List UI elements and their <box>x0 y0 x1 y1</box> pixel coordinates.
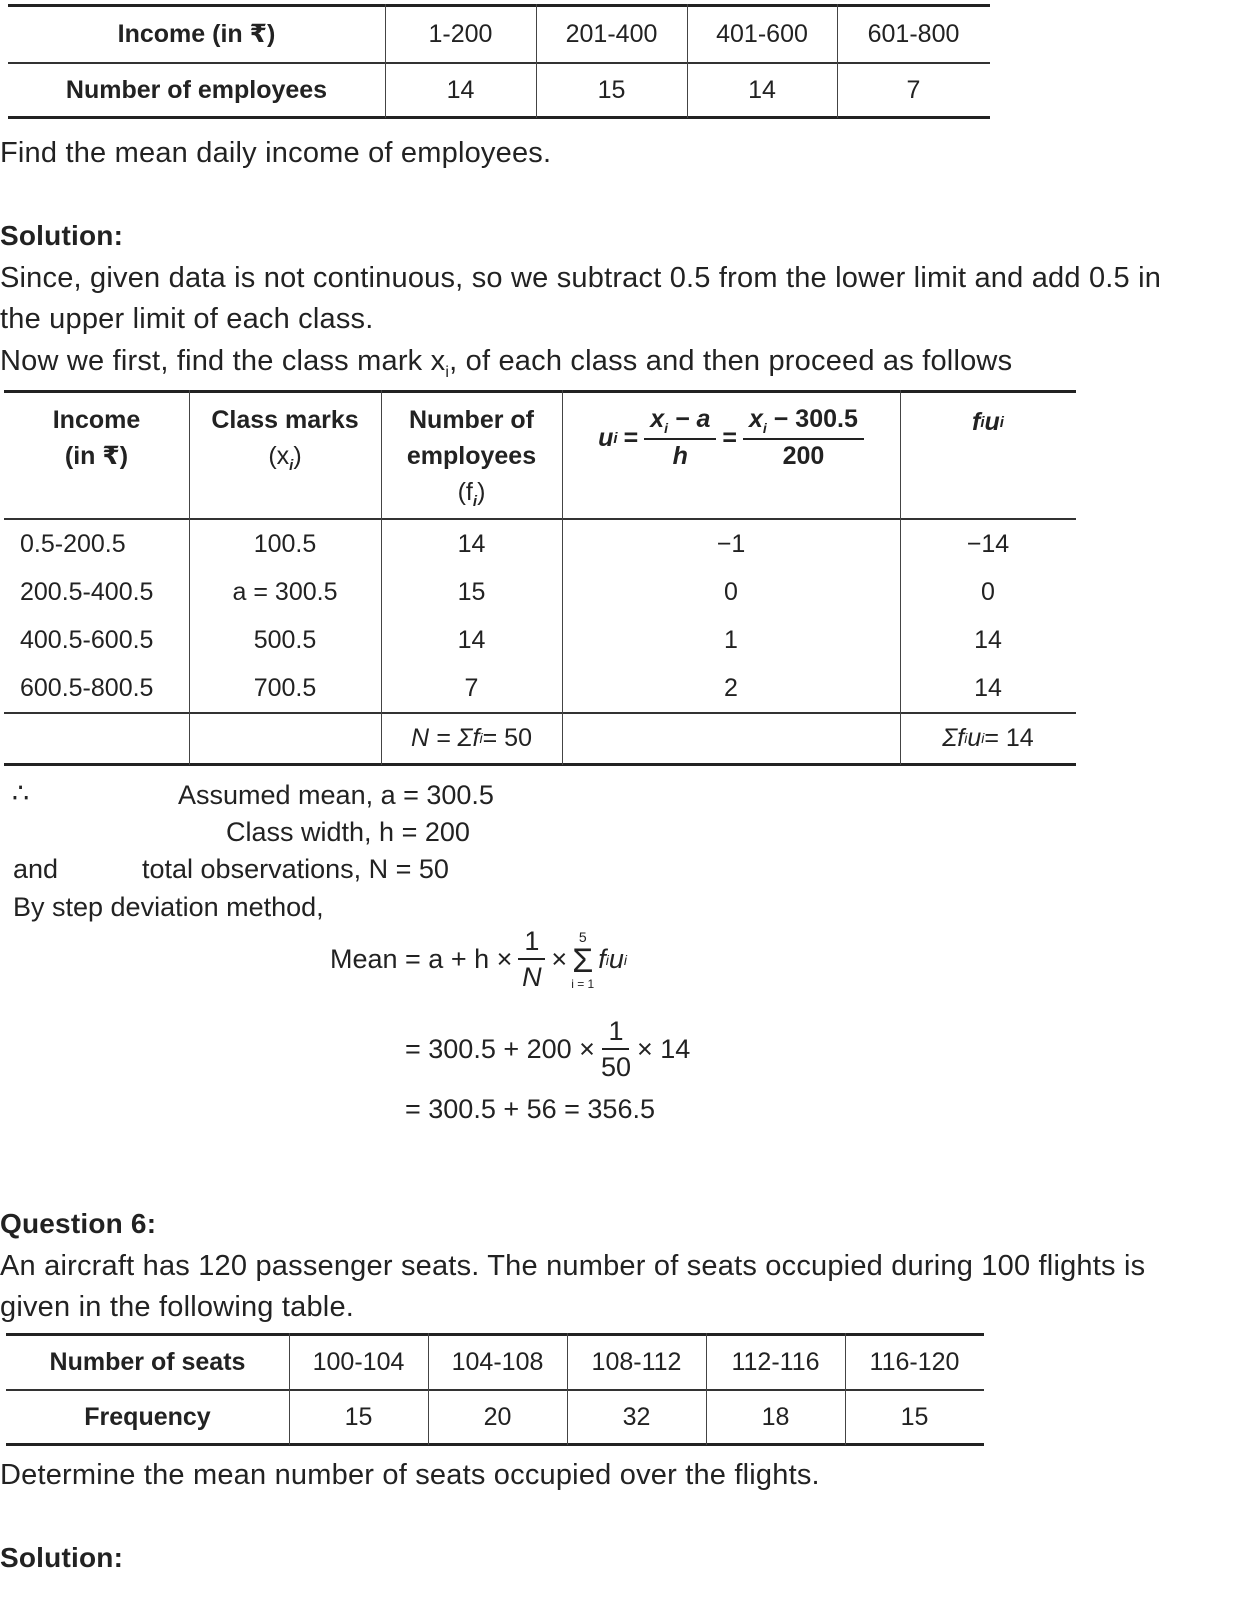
table-header-cell: 116-120 <box>869 1348 960 1376</box>
fiui-cell: 0 <box>981 577 995 606</box>
sigma-symbol: Σ <box>572 941 594 980</box>
text-fragment: Σf <box>942 723 965 752</box>
text-fragment: u <box>967 723 982 752</box>
text-fragment: × 14 <box>636 1034 691 1064</box>
fraction <box>518 928 545 991</box>
frequency-cell: 15 <box>457 577 486 606</box>
header-line <box>458 474 486 520</box>
subscript: i <box>289 457 294 474</box>
step-deviation-label: By step deviation method, <box>13 892 324 922</box>
seats-table <box>6 1333 984 1445</box>
header-line: Number of <box>409 406 534 434</box>
numerator: 1 <box>518 928 545 960</box>
table-cell: 15 <box>344 1402 373 1431</box>
total-fiui-cell <box>900 715 1076 761</box>
assumed-mean: Assumed mean, a = 300.5 <box>178 780 494 810</box>
denominator: 50 <box>600 1052 631 1082</box>
numerator: 1 <box>602 1018 629 1050</box>
class-mark-cell: 100.5 <box>253 529 317 558</box>
and-word: and <box>13 854 59 884</box>
question-text: Determine the mean number of seats occupied over the flights. <box>0 1459 820 1491</box>
table-header-cell: 108-112 <box>591 1348 682 1376</box>
ui-cell: 1 <box>724 625 738 654</box>
denominator: h <box>672 442 688 470</box>
frequency-cell: 14 <box>457 529 486 558</box>
solution-text-line: the upper limit of each class. <box>0 303 374 335</box>
question-text-line: An aircraft has 120 passenger seats. The number of seats occupied during 100 flights is <box>0 1250 1146 1282</box>
subscript: i <box>964 730 968 746</box>
table-cell: 20 <box>483 1402 512 1431</box>
header-employees <box>381 402 562 514</box>
text-fragment: = 50 <box>482 723 532 752</box>
ui-cell: −1 <box>716 529 746 558</box>
table-header-cell: 104-108 <box>451 1348 544 1376</box>
table-header-cell: 100-104 <box>312 1348 405 1376</box>
class-mark-cell: a = 300.5 <box>232 577 338 606</box>
fiui-cell: 14 <box>974 625 1002 654</box>
subscript: i <box>445 363 450 381</box>
table-cell: 14 <box>748 75 776 104</box>
income-cell: 200.5-400.5 <box>20 577 154 606</box>
subscript: i <box>623 951 628 968</box>
subscript: i <box>999 413 1004 431</box>
frequency-cell: 14 <box>457 625 486 654</box>
text-fragment: = 14 <box>984 723 1034 752</box>
text-fragment: ) <box>293 442 302 470</box>
ui-cell: 0 <box>724 577 738 606</box>
class-mark-cell: 500.5 <box>253 625 317 654</box>
header-line: (in ₹) <box>64 442 129 470</box>
header-income <box>4 402 189 482</box>
header-class-marks <box>189 402 381 482</box>
header-fiui <box>900 402 1076 442</box>
equals: = <box>722 423 737 452</box>
subscript: i <box>605 951 609 968</box>
text-fragment: u <box>608 944 624 974</box>
text-fragment: u <box>984 407 1000 436</box>
times-symbol: × <box>551 944 568 974</box>
therefore-symbol: ∴ <box>12 778 30 808</box>
x-symbol: x <box>650 405 665 433</box>
subscript: i <box>472 493 478 510</box>
denominator: N <box>522 962 542 992</box>
subscript: i <box>980 413 985 431</box>
table-cell: 15 <box>597 75 626 104</box>
solution-text-line <box>0 340 1012 394</box>
header-line <box>268 438 301 484</box>
solution-text-line: Since, given data is not continuous, so we subtract 0.5 from the lower limit and add 0.5 in <box>0 262 1162 294</box>
class-mark-cell: 700.5 <box>253 673 317 702</box>
text-fragment: f <box>972 407 981 436</box>
fiui-cell: −14 <box>966 529 1010 558</box>
total-n-cell <box>381 715 562 761</box>
income-cell: 0.5-200.5 <box>20 529 126 558</box>
header-ui-formula <box>562 396 900 480</box>
question-text: Find the mean daily income of employees. <box>0 137 552 169</box>
table-cell: 7 <box>906 75 921 104</box>
text-fragment: (f <box>457 478 473 506</box>
text-fragment: (x <box>268 442 290 470</box>
subscript: i <box>613 429 618 447</box>
frequency-cell: 7 <box>464 673 479 702</box>
text-fragment: ) <box>477 478 486 506</box>
text-fragment: − 300.5 <box>766 405 858 433</box>
class-width: Class width, h = 200 <box>226 817 470 847</box>
question-heading: Question 6: <box>0 1208 157 1239</box>
table-row-label: Number of employees <box>65 75 328 104</box>
denominator: 200 <box>782 442 825 470</box>
table-header-cell: Income (in ₹) <box>117 20 276 48</box>
table-row-label: Frequency <box>84 1402 211 1431</box>
u-symbol: u <box>598 423 614 452</box>
income-cell: 400.5-600.5 <box>20 625 154 654</box>
table-header-cell: 201-400 <box>565 19 658 48</box>
table-header-cell: Number of seats <box>49 1348 246 1376</box>
table-header-cell: 112-116 <box>731 1348 820 1376</box>
step-deviation-table <box>4 390 1076 766</box>
x-symbol: x <box>749 405 763 433</box>
income-cell: 600.5-800.5 <box>20 673 154 702</box>
mean-substitution <box>405 1018 690 1081</box>
mean-formula <box>330 928 627 991</box>
income-table <box>8 4 990 118</box>
ui-cell: 2 <box>724 673 738 702</box>
solution-heading: Solution: <box>0 1542 124 1573</box>
header-line: Class marks <box>211 406 359 434</box>
table-cell: 14 <box>446 75 475 104</box>
table-header-cell: 601-800 <box>867 19 960 48</box>
table-cell: 18 <box>761 1402 790 1431</box>
question-text-line: given in the following table. <box>0 1291 355 1323</box>
table-header-cell: 1-200 <box>428 19 493 48</box>
text-fragment: = 300.5 + 200 × <box>405 1034 595 1064</box>
table-cell: 32 <box>622 1402 651 1431</box>
table-cell: 15 <box>900 1402 929 1431</box>
text-fragment: Mean = a + h × <box>330 944 513 974</box>
table-header-cell: 401-600 <box>716 19 808 48</box>
text-fragment: f <box>598 944 606 974</box>
subscript: i <box>479 730 483 746</box>
mean-result: = 300.5 + 56 = 356.5 <box>405 1094 655 1124</box>
fiui-cell: 14 <box>974 673 1002 702</box>
subscript: i <box>762 420 767 436</box>
fraction <box>644 407 716 469</box>
summation <box>571 930 594 990</box>
sum-upper: 5 <box>578 928 587 945</box>
header-line: Income <box>52 406 141 434</box>
equals: = <box>623 423 639 452</box>
fraction <box>743 407 864 469</box>
fraction <box>601 1018 631 1081</box>
header-line: employees <box>406 442 537 470</box>
solution-heading: Solution: <box>0 220 124 251</box>
text-fragment: − a <box>667 405 711 433</box>
subscript: i <box>981 730 985 746</box>
text-fragment: Now we first, find the class mark x <box>0 345 446 377</box>
total-observations: total observations, N = 50 <box>142 854 449 884</box>
text-fragment: N = Σf <box>411 723 480 752</box>
subscript: i <box>664 420 668 436</box>
sum-lower: i = 1 <box>571 976 595 991</box>
text-fragment: , of each class and then proceed as follows <box>449 345 1013 377</box>
